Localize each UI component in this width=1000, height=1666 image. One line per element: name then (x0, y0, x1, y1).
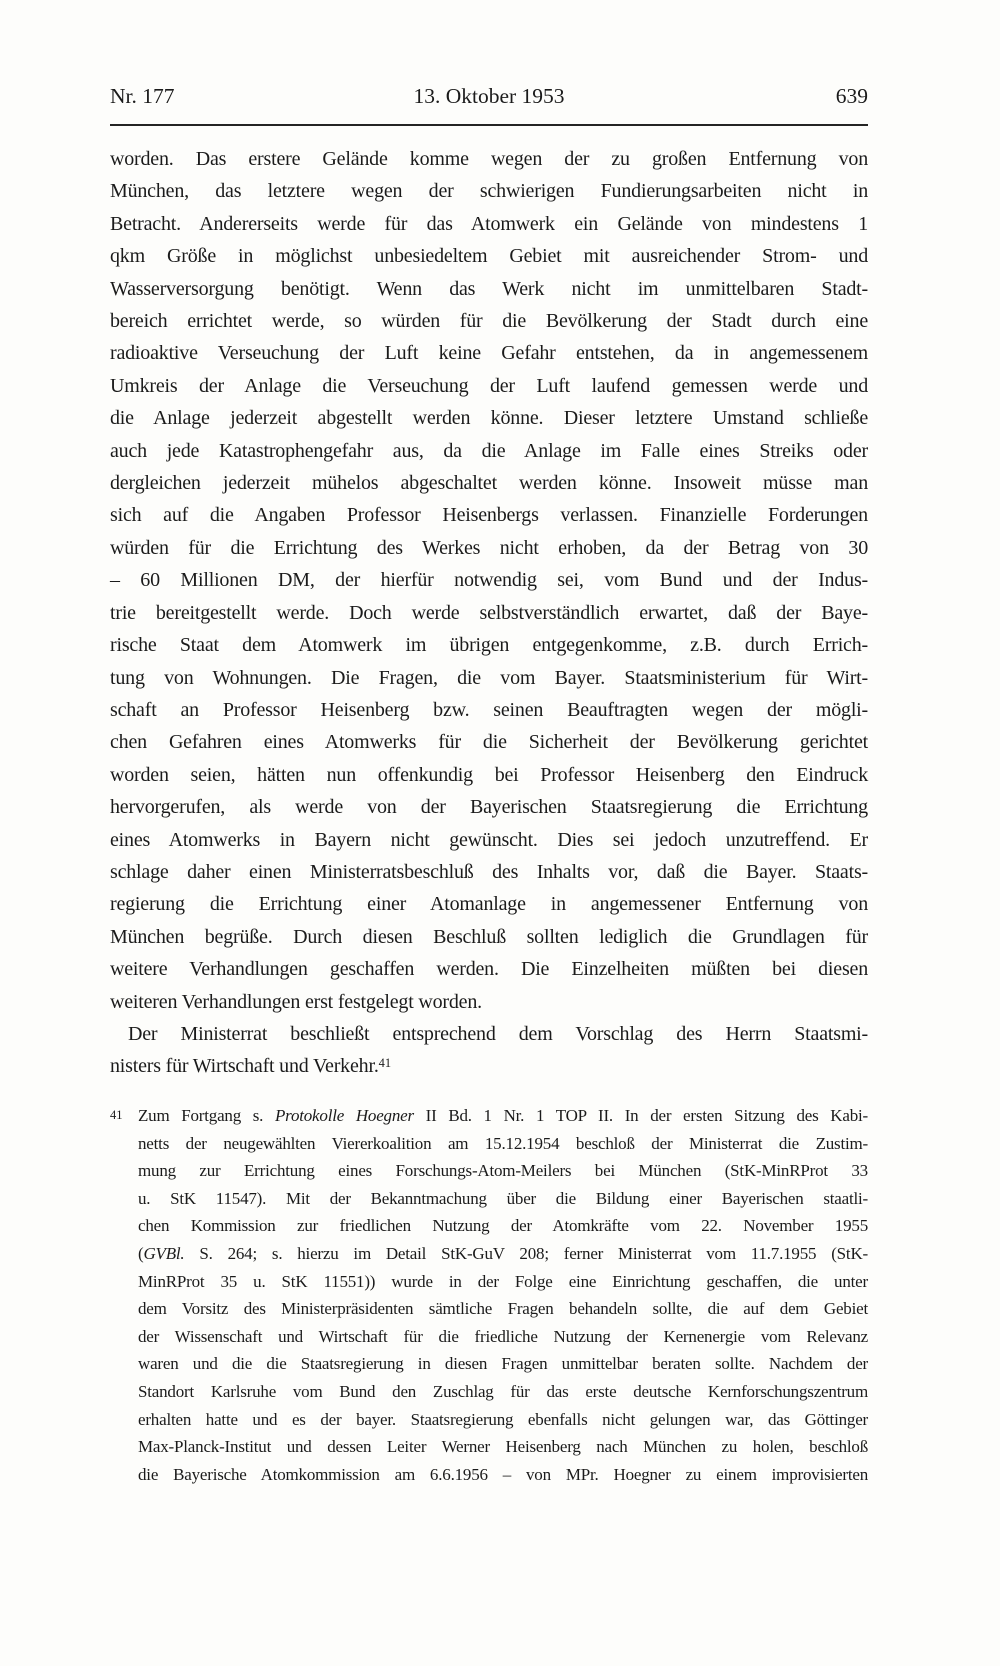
text-line: netts der neugewählten Viererkoalition am 15.12.1954 beschloß der Ministerrat die Zustim- (138, 1133, 868, 1153)
document-number: Nr. 177 (110, 84, 175, 108)
text-line: die Anlage jederzeit abgestellt werden könne. Dieser letztere Umstand schließe (110, 407, 868, 430)
text-line: sich auf die Angaben Professor Heisenbergs verlassen. Finanzielle Forderungen (110, 504, 868, 527)
text-line: Umkreis der Anlage die Verseuchung der Luft laufend gemessen werde und (110, 374, 868, 397)
emphasized-text: ( (138, 1243, 144, 1263)
text-line: bereich errichtet werde, so würden für die Bevölkerung der Stadt durch eine (110, 310, 868, 333)
text-line: radioaktive Verseuchung der Luft keine Gefahr entstehen, da in angemessenem (110, 342, 868, 365)
document-date: 13. Oktober 1953 (413, 84, 565, 108)
text-line: regierung die Errichtung einer Atomanlage in angemessener Entfernung von (110, 893, 868, 916)
text-line: worden seien, hätten nun offenkundig bei Professor Heisenberg den Eindruck (110, 763, 868, 786)
text-line: Standort Karlsruhe vom Bund den Zuschlag für das erste deutsche Kernforschungszentrum (138, 1381, 868, 1401)
header-rule (110, 124, 868, 126)
text-line: dem Vorsitz des Ministerpräsidenten sämtliche Fragen behandeln sollte, die auf dem Gebiet (138, 1299, 868, 1319)
text-line: würden für die Errichtung des Werkes nicht erhoben, da der Betrag von 30 (110, 536, 868, 559)
paragraph-1 (110, 143, 868, 1018)
text-line: Wasserversorgung benötigt. Wenn das Werk nicht im unmittelbaren Stadt- (110, 277, 868, 300)
text-line: chen Kommission zur friedlichen Nutzung der Atomkräfte vom 22. November 1955 (138, 1216, 868, 1236)
emphasized-text: S. 264; s. hierzu im Detail StK-GuV 208; ferner Ministerrat vom 11.7.1955 (StK- (184, 1243, 868, 1263)
text-line (138, 1102, 868, 1130)
emphasized-text: II Bd. 1 Nr. 1 TOP II. In der ersten Sitzung des Kabi- (413, 1106, 868, 1125)
text-line: worden. Das erstere Gelände komme wegen der zu großen Entfernung von (110, 148, 868, 170)
text-line: München begrüße. Durch diesen Beschluß sollten lediglich die Grundlagen für (110, 925, 868, 948)
text-line: tung von Wohnungen. Die Fragen, die vom Bayer. Staatsministerium für Wirt- (110, 666, 868, 689)
footnote-reference: 41 (378, 1055, 392, 1070)
paragraph-2 (110, 1018, 868, 1085)
text-line: weiteren Verhandlungen erst festgelegt worden. (110, 990, 482, 1013)
text-line: schaft an Professor Heisenberg bzw. seinen Beauftragten wegen der mögli- (110, 698, 868, 721)
text-line: nisters für Wirtschaft und Verkehr.$^{41}$ (110, 1055, 392, 1078)
page-number: 639 (835, 84, 868, 108)
text-line: waren und die die Staatsregierung in diesen Fragen unmittelbar beraten sollte. Nachdem der (138, 1354, 868, 1374)
text-line: die Bayerische Atomkommission am 6.6.1956 – von MPr. Hoegner zu einem improvisierten (138, 1464, 868, 1484)
page-header (110, 84, 868, 114)
text-line: u. StK 11547). Mit der Bekanntmachung über die Bildung einer Bayerischen staatli- (138, 1188, 868, 1208)
text-line: – 60 Millionen DM, der hierfür notwendig sei, vom Bund und der Indus- (110, 569, 868, 592)
text-line: Der Ministerrat beschließt entsprechend dem Vorschlag des Herrn Staatsmi- (128, 1022, 868, 1045)
text-line: weitere Verhandlungen geschaffen werden. Die Einzelheiten müßten bei diesen (110, 958, 868, 981)
text-line: hervorgerufen, als werde von der Bayerischen Staatsregierung die Errichtung (110, 796, 868, 819)
text-line: mung zur Errichtung eines Forschungs-Atom-Meilers bei München (StK-MinRProt 33 (138, 1161, 868, 1181)
text-line: Max-Planck-Institut und dessen Leiter Werner Heisenberg nach München zu holen, beschloß (138, 1437, 868, 1457)
text-line: dergleichen jederzeit mühelos abgeschaltet werden könne. Insoweit müsse man (110, 472, 868, 495)
text-line: erhalten hatte und es der bayer. Staatsregierung ebenfalls nicht gelungen war, das Göttinger (138, 1409, 868, 1429)
footnote-section (110, 1102, 868, 1488)
footnote-marker: 41 (110, 1108, 123, 1122)
text-line: der Wissenschaft und Wirtschaft für die friedliche Nutzung der Kernenergie vom Relevanz (138, 1326, 868, 1346)
text-line: chen Gefahren eines Atomwerks für die Sicherheit der Bevölkerung gerichtet (110, 731, 868, 754)
emphasized-text: GVBl. (143, 1243, 185, 1263)
emphasized-text: Zum Fortgang s. (138, 1106, 275, 1125)
document-body (110, 143, 868, 1085)
text-line: München, das letztere wegen der schwierigen Fundierungsarbeiten nicht in (110, 180, 868, 203)
text-line: auch jede Katastrophengefahr aus, da die Anlage im Falle eines Streiks oder (110, 439, 868, 462)
text-line: schlage daher einen Ministerratsbeschluß des Inhalts vor, daß die Bayer. Staats- (110, 860, 868, 883)
text-line: Betracht. Andererseits werde für das Atomwerk ein Gelände von mindestens 1 (110, 212, 868, 235)
text-line: eines Atomwerks in Bayern nicht gewünscht. Dies sei jedoch unzutreffend. Er (110, 828, 868, 851)
text-line (138, 1240, 868, 1268)
emphasized-text: Protokolle Hoegner (274, 1106, 414, 1125)
footnote-41-text (138, 1102, 868, 1488)
text-line: rische Staat dem Atomwerk im übrigen entgegenkomme, z.B. durch Errich- (110, 634, 868, 657)
text-line: qkm Größe in möglichst unbesiedeltem Gebiet mit ausreichender Strom- und (110, 245, 868, 268)
text-line: MinRProt 35 u. StK 11551)) wurde in der Folge eine Einrichtung geschaffen, die unter (138, 1271, 868, 1291)
text-line: trie bereitgestellt werde. Doch werde selbstverständlich erwartet, daß der Baye- (110, 601, 868, 624)
